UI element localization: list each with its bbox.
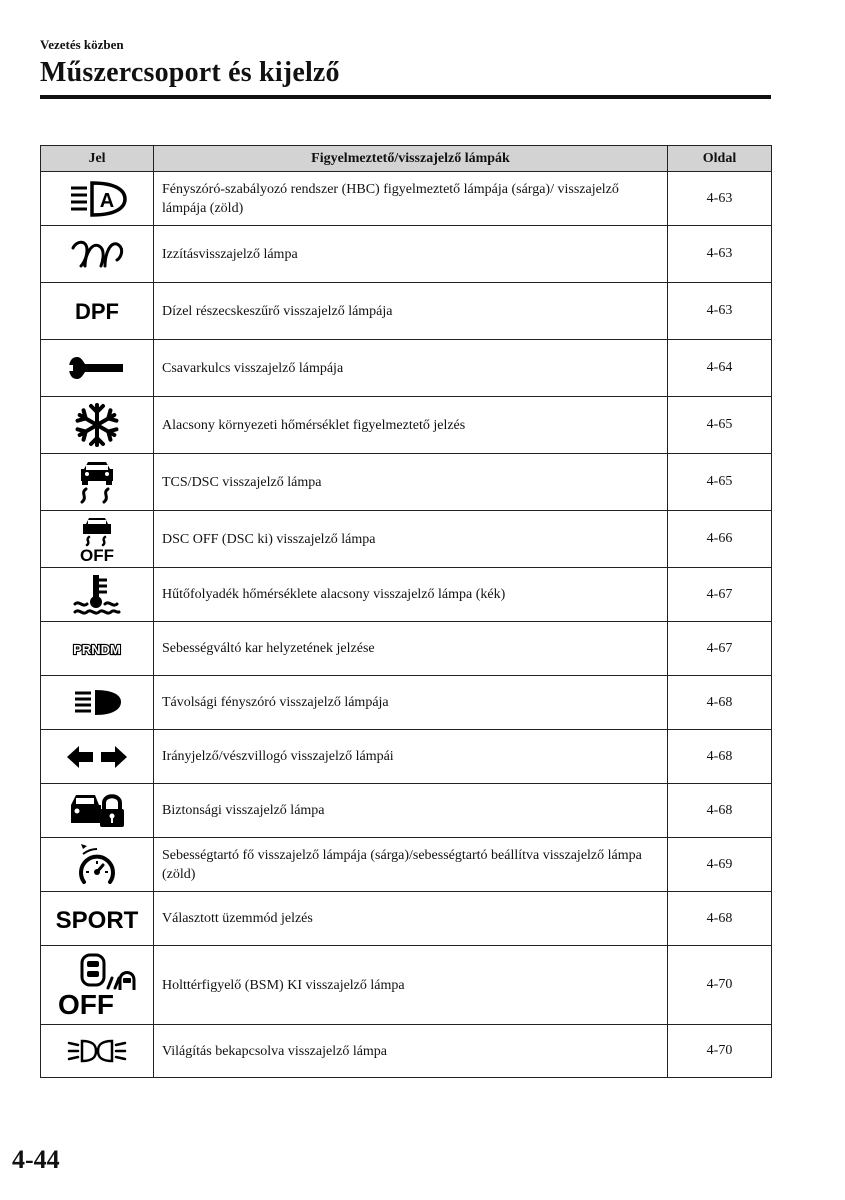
section-label: Vezetés közben <box>40 37 124 52</box>
table-row <box>41 172 772 226</box>
row-page: 4-64 <box>668 340 772 397</box>
table-row <box>41 283 772 340</box>
glow-plug-icon <box>67 238 127 270</box>
row-description: Világítás bekapcsolva visszajelző lámpa <box>154 1025 668 1078</box>
dpf-icon <box>62 296 132 326</box>
lights-on-icon <box>65 1037 129 1065</box>
row-description: Választott üzemmód jelzés <box>154 892 668 946</box>
row-page: 4-63 <box>668 283 772 340</box>
row-description: Holttérfigyelő (BSM) KI visszajelző lámpa <box>154 946 668 1025</box>
row-page: 4-70 <box>668 1025 772 1078</box>
row-description: Hűtőfolyadék hőmérséklete alacsony visszajelző lámpa (kék) <box>154 568 668 622</box>
row-page: 4-69 <box>668 838 772 892</box>
table-row <box>41 454 772 511</box>
high-beam-icon <box>69 687 125 719</box>
row-description: DSC OFF (DSC ki) visszajelző lámpa <box>154 511 668 568</box>
security-icon <box>67 791 127 831</box>
table-row <box>41 892 772 946</box>
row-description: Fényszóró-szabályozó rendszer (HBC) figyelmeztető lámpája (sárga)/ visszajelző lámpája (zöld) <box>154 172 668 226</box>
bsm-off-icon <box>52 952 142 1018</box>
row-page: 4-67 <box>668 568 772 622</box>
row-page: 4-65 <box>668 454 772 511</box>
title-rule <box>40 95 771 99</box>
svg-text:A: A <box>99 189 115 212</box>
turn-signal-icon <box>65 744 129 770</box>
wrench-icon <box>67 353 127 383</box>
row-description: Sebességtartó fő visszajelző lámpája (sárga)/sebességtartó beállítva visszajelző lámpa (zöld) <box>154 838 668 892</box>
table-header-row <box>41 146 772 172</box>
row-page: 4-68 <box>668 730 772 784</box>
page-title: Műszercsoport és kijelző <box>40 57 340 88</box>
coolant-temperature-icon <box>71 573 123 617</box>
sport-mode-icon <box>52 903 142 935</box>
column-header-symbol: Jel <box>41 146 154 172</box>
row-description: Távolsági fényszóró visszajelző lámpája <box>154 676 668 730</box>
table-row <box>41 1025 772 1078</box>
row-page: 4-70 <box>668 946 772 1025</box>
row-description: Biztonsági visszajelző lámpa <box>154 784 668 838</box>
table-row <box>41 784 772 838</box>
row-page: 4-63 <box>668 226 772 283</box>
sport-label: SPORT <box>55 906 139 934</box>
table-row <box>41 838 772 892</box>
table-row <box>41 226 772 283</box>
row-description: TCS/DSC visszajelző lámpa <box>154 454 668 511</box>
high-beam-control-icon <box>65 179 129 219</box>
row-page: 4-68 <box>668 784 772 838</box>
table-row <box>41 622 772 676</box>
bsm-off-label: OFF <box>58 989 114 1018</box>
table-row <box>41 568 772 622</box>
gear-position-icon <box>62 637 132 661</box>
page-number: 4-44 <box>12 1145 60 1174</box>
tcs-dsc-icon <box>72 459 122 505</box>
row-page: 4-63 <box>668 172 772 226</box>
table-row <box>41 676 772 730</box>
table-row <box>41 511 772 568</box>
dpf-label: DPF <box>75 299 119 324</box>
column-header-page: Oldal <box>668 146 772 172</box>
gear-position-label: PRNDM <box>73 641 121 657</box>
dsc-off-icon <box>71 515 123 563</box>
dsc-off-label: OFF <box>80 546 114 563</box>
row-description: Alacsony környezeti hőmérséklet figyelmeztető jelzés <box>154 397 668 454</box>
indicator-table <box>40 145 772 1078</box>
table-row <box>41 397 772 454</box>
table-row <box>41 730 772 784</box>
table-row <box>41 340 772 397</box>
row-page: 4-65 <box>668 397 772 454</box>
cruise-control-icon <box>72 842 122 888</box>
row-description: Dízel részecskeszűrő visszajelző lámpája <box>154 283 668 340</box>
row-description: Sebességváltó kar helyzetének jelzése <box>154 622 668 676</box>
row-page: 4-68 <box>668 676 772 730</box>
snowflake-icon <box>73 402 121 448</box>
row-description: Irányjelző/vészvillogó visszajelző lámpái <box>154 730 668 784</box>
row-page: 4-66 <box>668 511 772 568</box>
row-description: Csavarkulcs visszajelző lámpája <box>154 340 668 397</box>
row-page: 4-67 <box>668 622 772 676</box>
row-description: Izzításvisszajelző lámpa <box>154 226 668 283</box>
table-row <box>41 946 772 1025</box>
column-header-description: Figyelmeztető/visszajelző lámpák <box>154 146 668 172</box>
row-page: 4-68 <box>668 892 772 946</box>
